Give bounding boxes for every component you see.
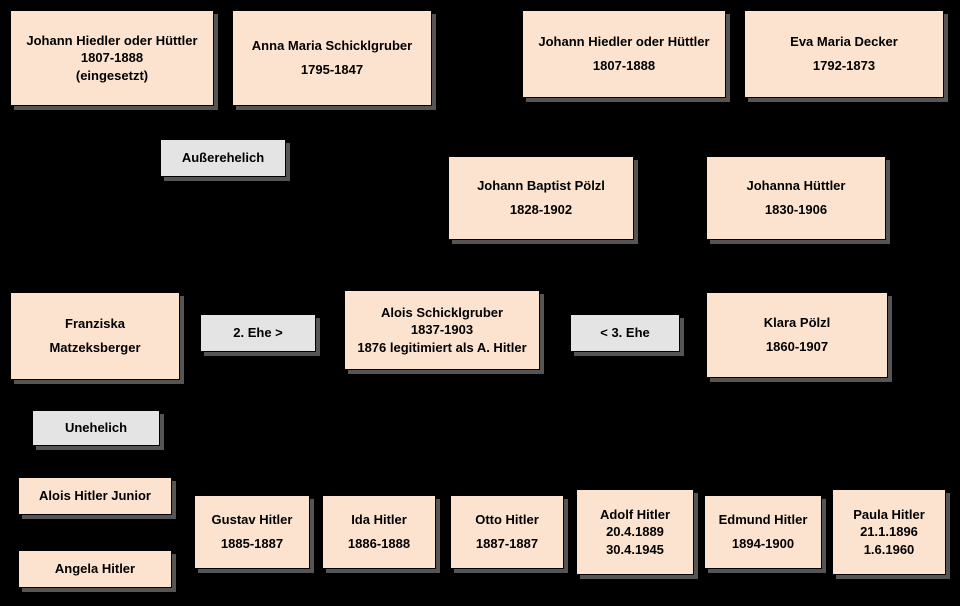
node-text-line: Adolf Hitler [599, 506, 671, 522]
node-text-line: Angela Hitler [54, 561, 136, 577]
node-text-line: 2. Ehe > [233, 325, 283, 341]
node-text-line: < 3. Ehe [600, 325, 650, 341]
node-text-line: 1860-1907 [765, 339, 829, 354]
node-text-line: 1795-1847 [300, 62, 364, 77]
node-text-line: 1837-1903 [410, 322, 474, 338]
connector-line [888, 392, 890, 490]
connector-line [314, 336, 346, 338]
marker-box-zweite-ehe [200, 314, 316, 352]
person-box-otto-hitler [450, 495, 564, 569]
connector-line [378, 392, 380, 496]
connector-line [252, 392, 890, 394]
connector-line [96, 444, 98, 478]
node-text-line: Außerehelich [181, 150, 265, 166]
connector-line [330, 106, 332, 128]
node-text-line: 21.1.1896 [860, 524, 918, 540]
node-text-line: 1828-1902 [509, 202, 573, 217]
node-text-line: 1876 legitimiert als A. Hitler [357, 339, 527, 355]
connector-line [440, 370, 442, 392]
person-box-alois-hitler-junior [18, 477, 172, 515]
person-box-johann-hiedler-eingesetzt [10, 10, 214, 106]
connector-line [678, 336, 708, 338]
person-box-franziska-matzeksberger [10, 292, 180, 380]
connector-line [794, 378, 796, 392]
node-text-line: Paula Hitler [853, 506, 925, 522]
node-text-line: Otto Hitler [475, 512, 539, 528]
connector-line [540, 240, 542, 264]
node-text-line: Alois Hitler Junior [39, 488, 151, 504]
person-box-klara-poelzl [706, 292, 888, 378]
person-box-johann-hiedler [522, 10, 726, 98]
person-box-johanna-huettler [706, 156, 886, 240]
node-text-line: 20.4.1889 [606, 524, 664, 540]
person-box-edmund-hitler [704, 495, 822, 569]
person-box-johann-baptist-poelzl [448, 156, 634, 240]
connector-line [634, 392, 636, 490]
node-text-line: Alois Schicklgruber [380, 304, 504, 320]
node-text-line: Johann Baptist Pölzl [477, 178, 605, 194]
node-text-line: Eva Maria Decker [790, 34, 898, 50]
connector-line [96, 514, 98, 552]
node-text-line: Klara Pölzl [763, 315, 831, 331]
node-text-line: Unehelich [64, 420, 128, 436]
marker-box-ausserehelich [160, 139, 286, 177]
connector-line [180, 336, 202, 338]
person-box-ida-hitler [322, 495, 436, 569]
node-text-line: Matzeksberger [49, 340, 141, 355]
marker-box-unehelich [32, 410, 160, 446]
connector-line [794, 263, 796, 293]
connector-line [96, 380, 98, 412]
person-box-adolf-hitler [576, 489, 694, 575]
node-text-line: 1885-1887 [220, 536, 284, 551]
connector-line [732, 117, 734, 156]
connector-line [624, 117, 844, 119]
node-text-line: Franziska [65, 316, 125, 332]
node-text-line: Johann Hiedler oder Hüttler [538, 34, 710, 50]
node-text-line: 1830-1906 [764, 202, 828, 217]
person-box-eva-maria-decker [744, 10, 944, 98]
node-text-line: 1887-1887 [475, 536, 539, 551]
connector-line [624, 98, 626, 118]
connector-line [506, 392, 508, 496]
node-text-line: 1.6.1960 [863, 541, 915, 557]
person-box-anna-maria-schicklgruber [232, 10, 432, 106]
person-box-angela-hitler [18, 550, 172, 588]
node-text-line: Ida Hitler [351, 512, 407, 528]
person-box-alois-schicklgruber [344, 290, 540, 370]
connector-line [842, 98, 844, 118]
node-text-line: 1894-1900 [731, 536, 795, 551]
node-text-line: 30.4.1945 [606, 541, 664, 557]
connector-line [762, 392, 764, 496]
connector-line [222, 126, 224, 140]
connector-line [222, 177, 224, 292]
node-text-line: 1792-1873 [812, 58, 876, 73]
connector-line [794, 240, 796, 264]
connector-line [540, 263, 796, 265]
node-text-line: 1807-1888 [592, 58, 656, 73]
node-text-line: Anna Maria Schicklgruber [251, 38, 413, 54]
connector-line [538, 336, 572, 338]
node-text-line: 1886-1888 [347, 536, 411, 551]
connector-line [252, 392, 254, 496]
person-box-gustav-hitler [194, 495, 310, 569]
node-text-line: 1807-1888 [80, 50, 144, 66]
node-text-line: Gustav Hitler [211, 512, 293, 528]
connector-line [112, 106, 114, 128]
node-text-line: Edmund Hitler [718, 512, 808, 528]
marker-box-dritte-ehe [570, 314, 680, 352]
person-box-paula-hitler [832, 489, 946, 575]
node-text-line: Johanna Hüttler [746, 178, 846, 194]
node-text-line: (eingesetzt) [75, 67, 149, 83]
node-text-line: Johann Hiedler oder Hüttler [26, 32, 198, 48]
